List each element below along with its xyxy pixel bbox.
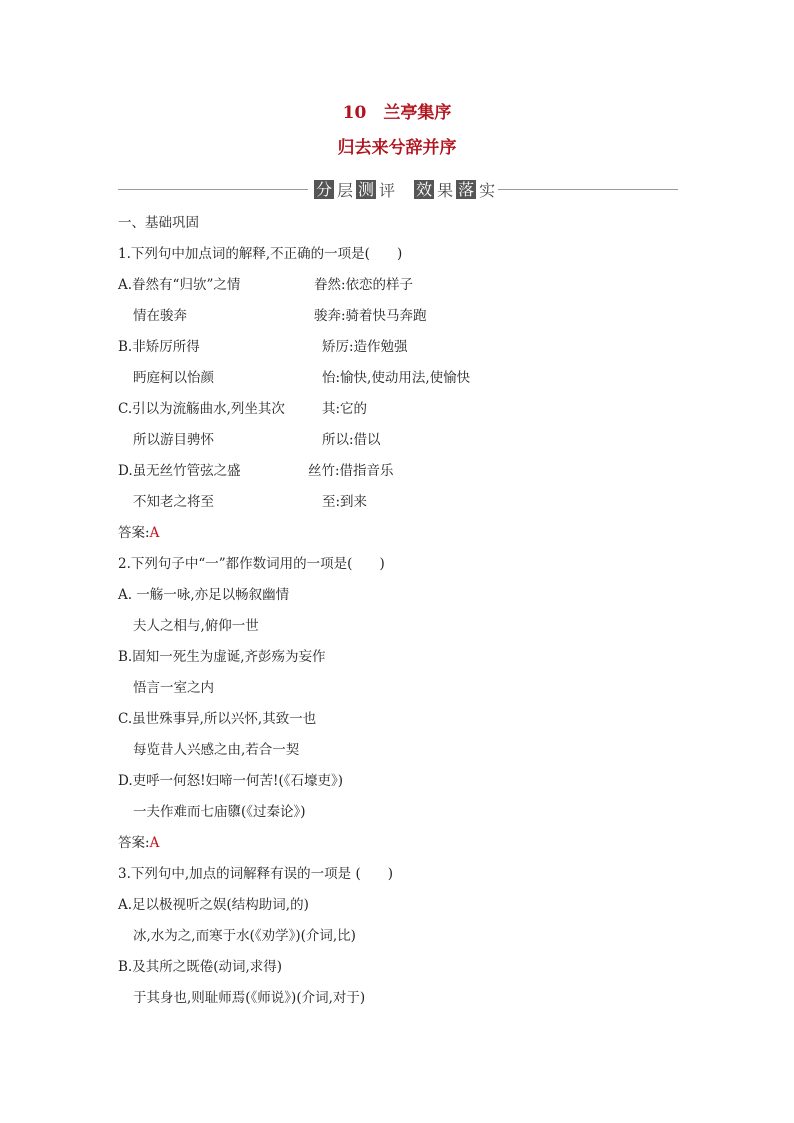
option-explanation: 矫厉:造作勉强 — [322, 339, 408, 355]
option-explanation: 其:它的 — [322, 401, 368, 417]
option-text: 眄庭柯以怡颜 — [133, 370, 214, 386]
banner-char: 分 — [316, 179, 333, 199]
option-line: D.吏呼一何怒!妇啼一何苦!(《石壕吏》) — [118, 773, 344, 789]
option-explanation: 眷然:依恋的样子 — [314, 277, 414, 293]
option-row — [118, 428, 718, 459]
option-explanation: 丝竹:借指音乐 — [308, 463, 394, 479]
banner-char: 果 — [437, 180, 454, 200]
option-line: 每览昔人兴感之由,若合一契 — [133, 742, 300, 758]
banner-label — [313, 178, 497, 200]
banner-char: 层 — [337, 180, 354, 200]
question-1-answer — [118, 521, 718, 552]
option-explanation: 怡:愉快,使动用法,使愉快 — [322, 370, 471, 386]
question-3-options — [118, 893, 718, 1017]
option-row — [118, 397, 718, 428]
question-2-answer — [118, 831, 718, 862]
option-line: 悟言一室之内 — [133, 680, 214, 696]
option-line: 冰,水为之,而寒于水(《劝学》)(介词,比) — [133, 928, 356, 944]
question-2-stem: 2.下列句子中“一”都作数词用的一项是( ) — [118, 556, 385, 572]
option-row — [118, 304, 718, 335]
banner-char: 效 — [416, 179, 433, 199]
option-text: C.引以为流觞曲水,列坐其次 — [118, 401, 285, 417]
question-1-options — [118, 273, 718, 521]
question-content — [118, 211, 718, 1017]
option-explanation: 至:到来 — [322, 494, 368, 510]
option-text: B.非矫厉所得 — [118, 339, 200, 355]
option-text: 所以游目骋怀 — [133, 432, 214, 448]
option-text: A.眷然有“归欤”之情 — [118, 277, 241, 293]
option-text: D.虽无丝竹管弦之盛 — [118, 463, 241, 479]
banner-rule-left — [118, 189, 308, 190]
question-3-stem: 3.下列句中,加点的词解释有误的一项是 ( ) — [118, 866, 393, 882]
banner-char: 落 — [458, 179, 475, 199]
section-heading: 一、基础巩固 — [118, 215, 199, 231]
option-line: C.虽世殊事异,所以兴怀,其致一也 — [118, 711, 317, 727]
option-row — [118, 459, 718, 490]
banner-char: 评 — [379, 180, 396, 200]
option-text: 不知老之将至 — [133, 494, 214, 510]
option-row — [118, 366, 718, 397]
answer-label: 答案: — [118, 835, 150, 851]
answer-value: A — [149, 835, 160, 851]
option-row — [118, 273, 718, 304]
option-line: B.固知一死生为虚诞,齐彭殇为妄作 — [118, 649, 326, 665]
option-line: A.足以极视听之娱(结构助词,的) — [118, 897, 309, 913]
banner-rule-right — [498, 189, 678, 190]
answer-label: 答案: — [118, 525, 150, 541]
banner-char: 测 — [358, 179, 375, 199]
option-explanation: 骏奔:骑着快马奔跑 — [314, 308, 427, 324]
answer-value: A — [149, 525, 160, 541]
option-text: 情在骏奔 — [133, 308, 187, 324]
option-line: 于其身也,则耻师焉(《师说》)(介词,对于) — [133, 990, 366, 1006]
lesson-title: 10 兰亭集序 — [342, 103, 452, 123]
option-line: 一夫作难而七庙隳(《过秦论》) — [133, 804, 306, 820]
option-explanation: 所以:借以 — [322, 432, 381, 448]
option-line: B.及其所之既倦(动词,求得) — [118, 959, 283, 975]
question-2-options — [118, 583, 718, 831]
option-line: 夫人之相与,俯仰一世 — [133, 618, 259, 634]
option-row — [118, 335, 718, 366]
section-banner — [118, 178, 678, 200]
lesson-subtitle: 归去来兮辞并序 — [337, 138, 457, 158]
option-line: A. 一觞一咏,亦足以畅叙幽情 — [118, 587, 290, 603]
banner-char: 实 — [479, 180, 496, 200]
option-row — [118, 490, 718, 521]
question-1-stem: 1.下列句中加点词的解释,不正确的一项是( ) — [118, 246, 403, 262]
